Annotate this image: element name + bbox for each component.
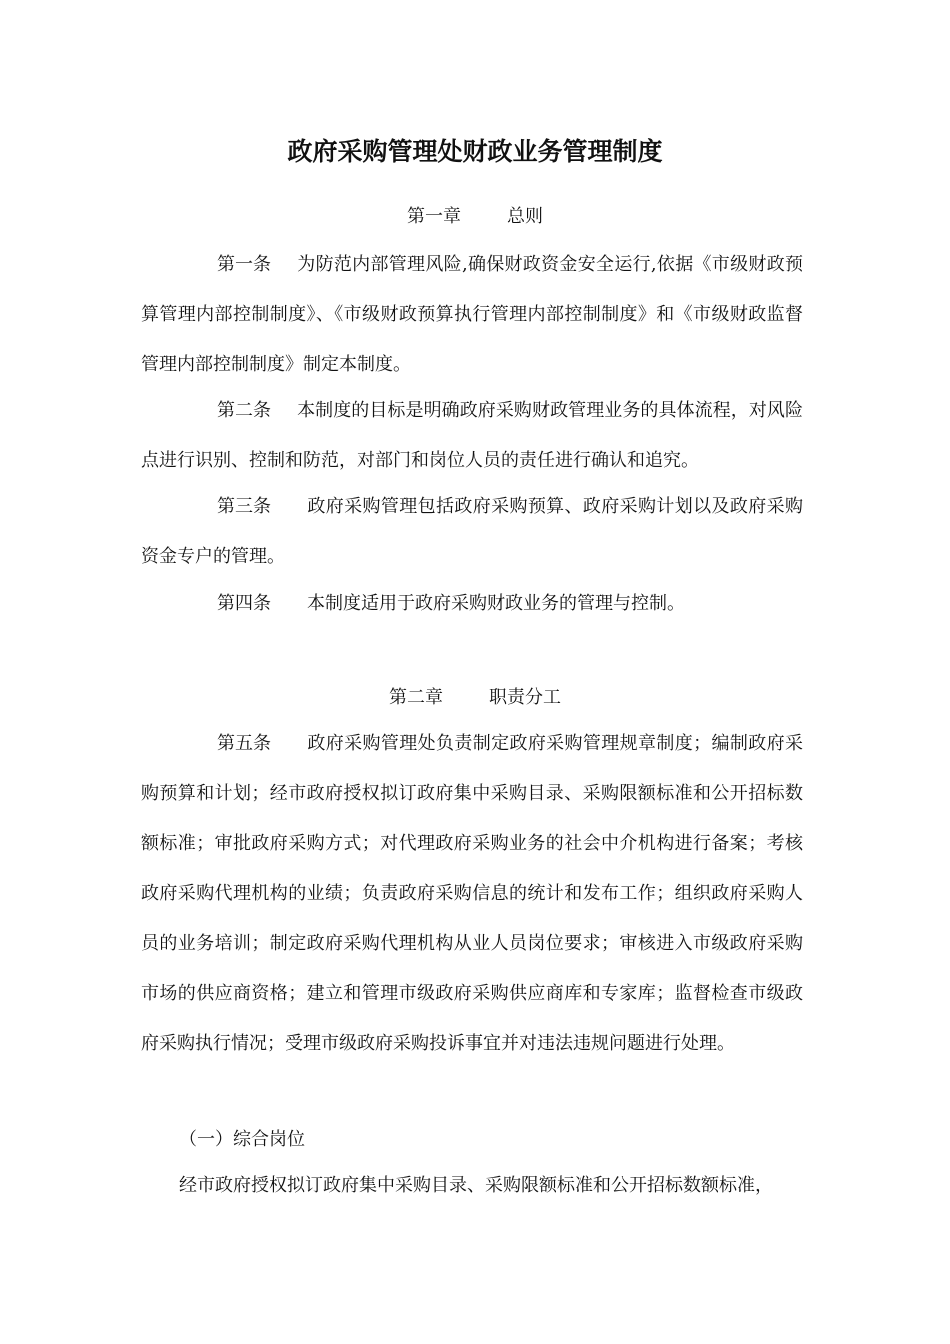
article-text: 为防范内部管理风险,确保财政资金安全运行,依据《市级财政预算管理内部控制制度》、《市级财政预算执行管理内部控制制度》和《市级财政监督管理内部控制制度》制定本制度。 [141,254,803,375]
article-text: 政府采购管理包括政府采购预算、政府采购计划以及政府采购资金专户的管理。 [141,496,803,567]
article-text: 本制度适用于政府采购财政业务的管理与控制。 [307,593,685,614]
article-number: 第二条 [217,400,271,421]
section-paragraph: 经市政府授权拟订政府集中采购目录、采购限额标准和公开招标数额标准， [179,1175,773,1196]
chapter-heading [0,205,950,229]
article-paragraph [141,240,803,390]
article-paragraph [141,482,803,582]
chapter-number: 第一章 [407,206,461,227]
chapter-heading [0,686,950,710]
chapter-number: 第二章 [389,687,443,708]
article-number: 第一条 [217,254,271,275]
article-paragraph [141,579,803,629]
article-text: 政府采购管理处负责制定政府采购管理规章制度；编制政府采购预算和计划；经市政府授权拟订政府集中采购目录、采购限额标准和公开招标数额标准；审批政府采购方式；对代理政府采购业务的社会中介机构进行备案；考核政府采购代理机构的业绩；负责政府采购信息的统计和发布工作；组织政府采购人员的业务培训；制定政府采购代理机构从业人员岗位要求；审核进入市级政府采购市场的供应商资格；建立和管理市级政府采购供应商库和专家库；监督检查市级政府采购执行情况；受理市级政府采购投诉事宜并对违法违规问题进行处理。 [141,733,803,1054]
article-number: 第三条 [217,496,271,517]
article-paragraph [141,386,803,486]
section-heading: （一）综合岗位 [179,1129,305,1150]
chapter-name: 总则 [507,206,543,227]
article-text: 本制度的目标是明确政府采购财政管理业务的具体流程，对风险点进行识别、控制和防范，对部门和岗位人员的责任进行确认和追究。 [141,400,803,471]
document-title: 政府采购管理处财政业务管理制度 [287,137,663,166]
chapter-name: 职责分工 [489,687,561,708]
article-number: 第四条 [217,593,271,614]
article-number: 第五条 [217,733,271,754]
article-paragraph [141,719,803,1069]
